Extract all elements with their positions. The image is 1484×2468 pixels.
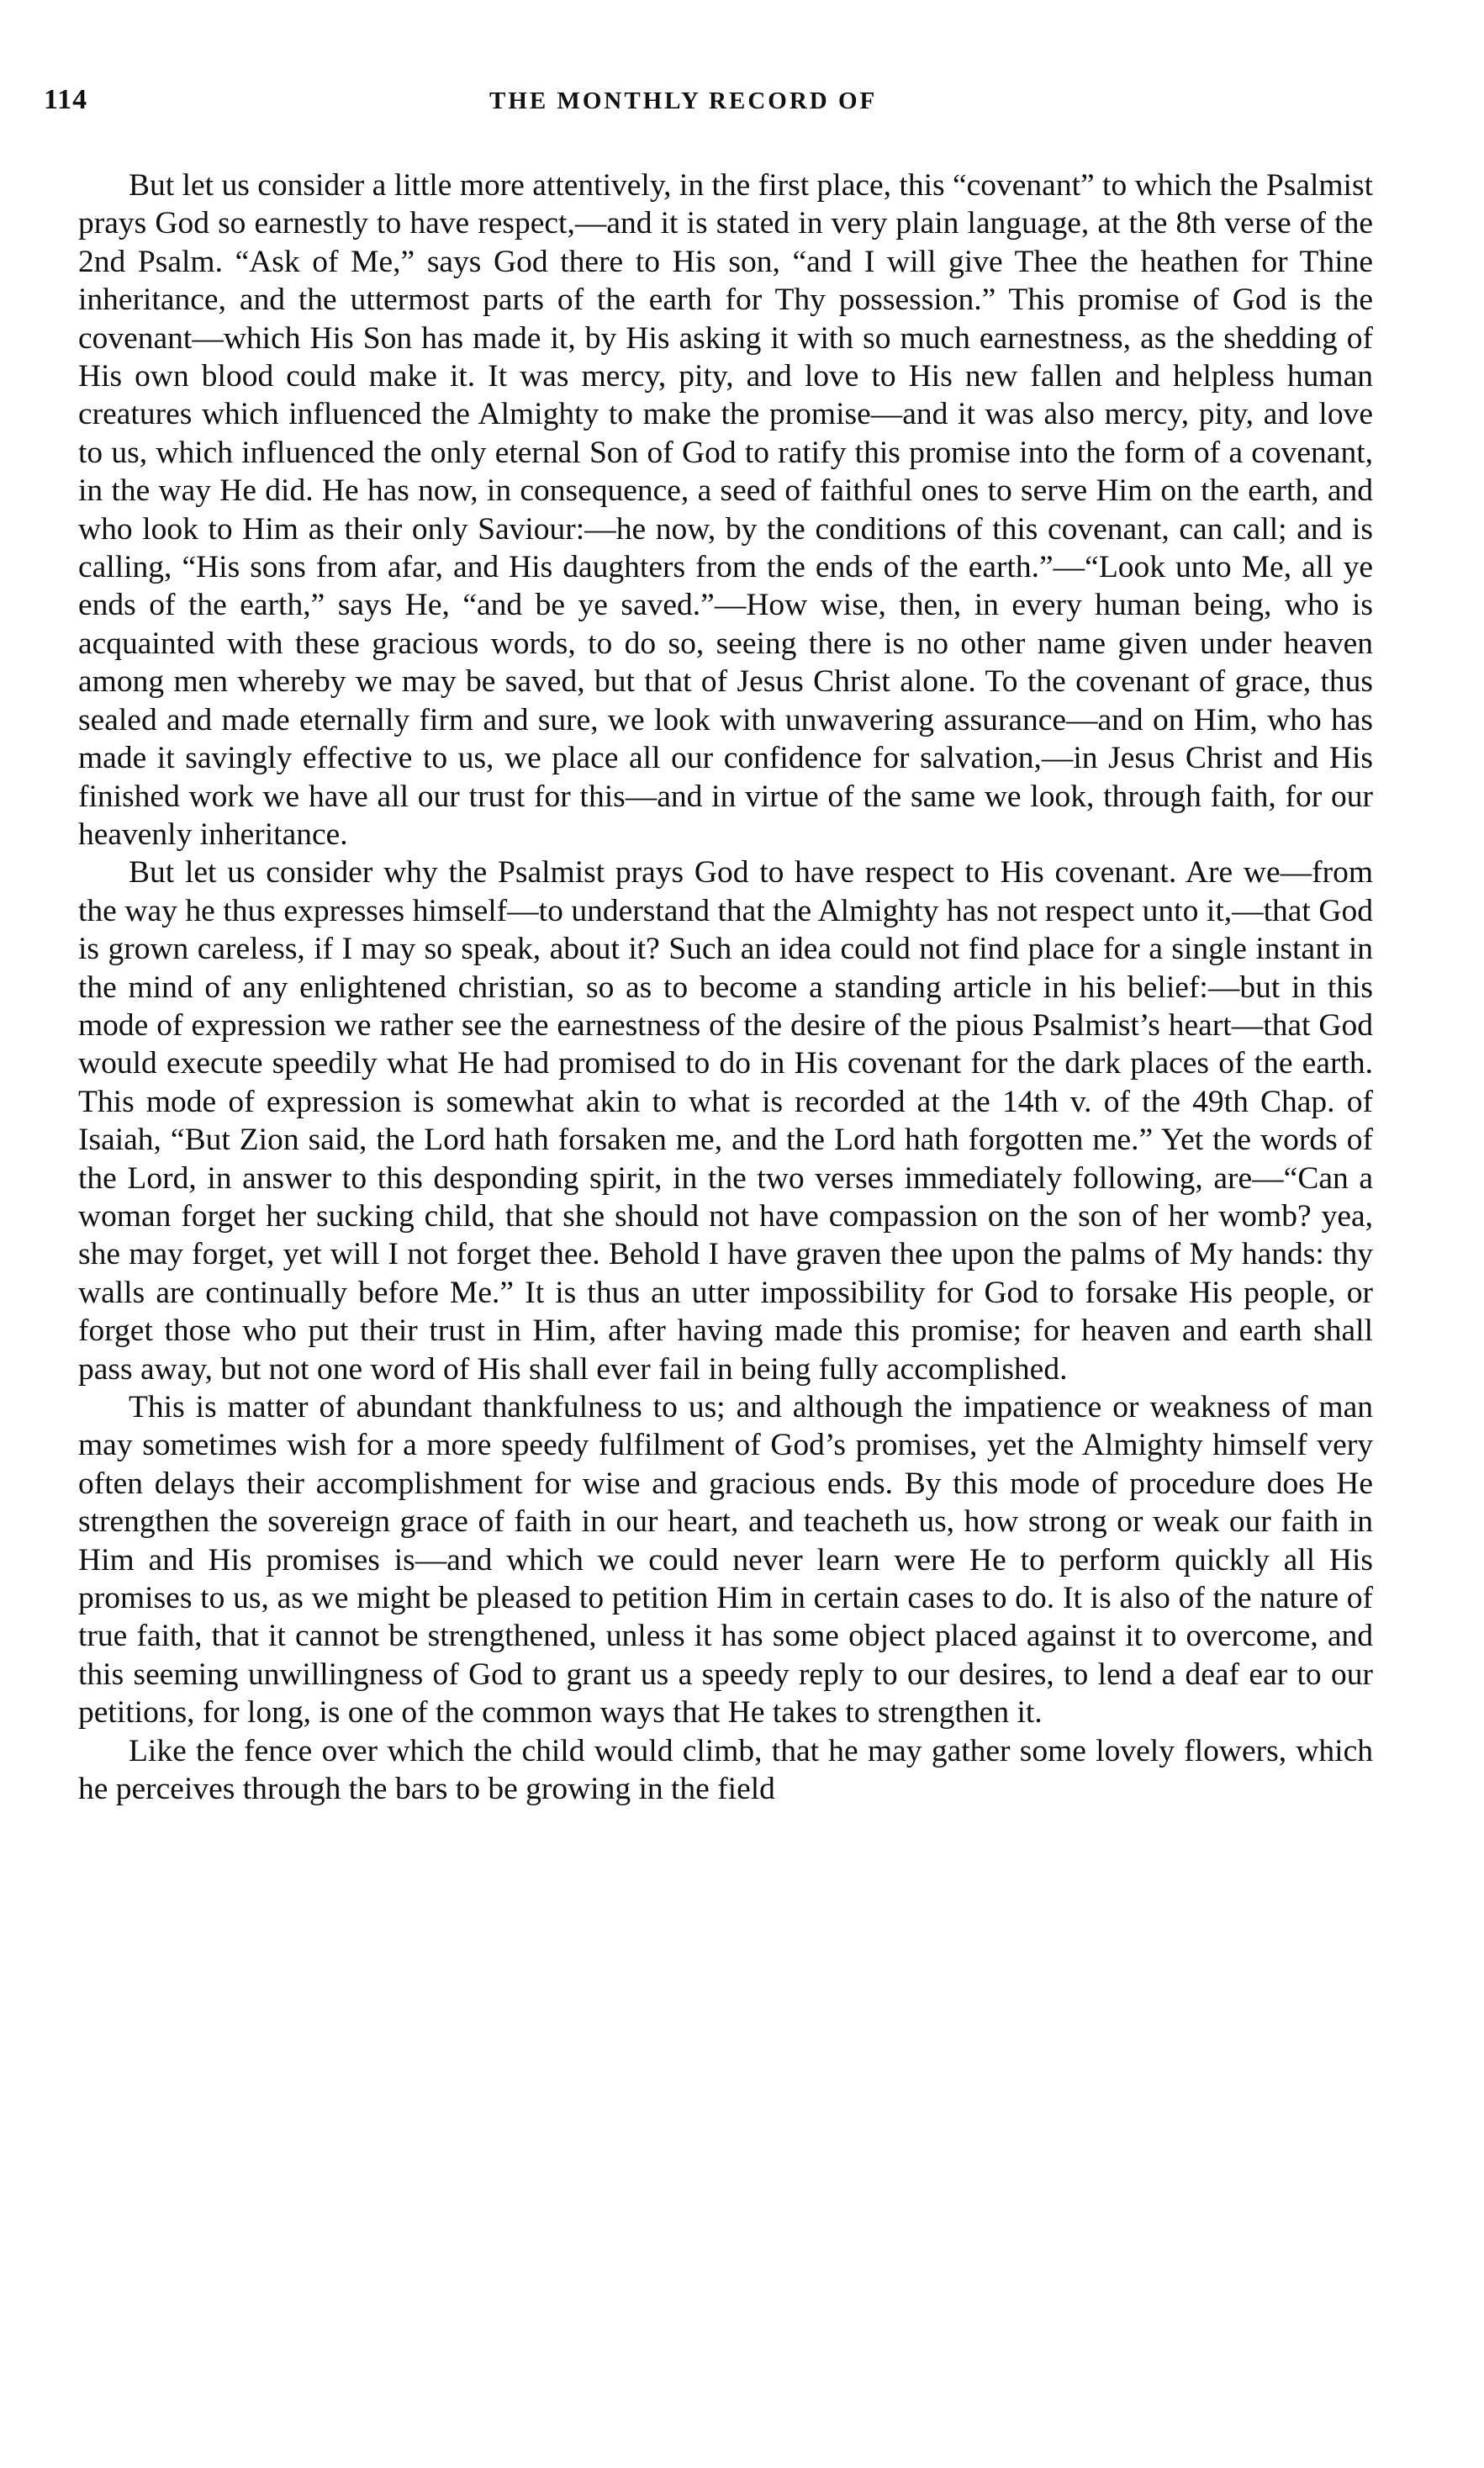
paragraph-fence: Like the fence over which the child would climb, that he may gather some lovely flowers, which he perceives through the bars to be growing in the field	[78, 1733, 1373, 1807]
journal-title: THE MONTHLY RECORD OF	[489, 87, 878, 114]
page-number: 114	[44, 84, 88, 115]
body-text	[78, 166, 1373, 1808]
running-head	[44, 84, 1389, 124]
paragraph-covenant: But let us consider a little more attentively, in the first place, this “covenant” to which the Psalmist prays God so earnestly to have respect,—and it is stated in very plain language, at the 8th verse of the 2nd Psalm. “Ask of Me,” says God there to His son, “and I will give Thee the heathen for Thine inheritance, and the uttermost parts of the earth for Thy possession.” This promise of God is the covenant—which His Son has made it, by His asking it with so much earnestness, as the shedding of His own blood could make it. It was mercy, pity, and love to His new fallen and helpless human creatures which influenced the Almighty to make the promise—and it was also mercy, pity, and love to us, which influenced the only eternal Son of God to ratify this promise into the form of a covenant, in the way He did. He has now, in consequence, a seed of faithful ones to serve Him on the earth, and who look to Him as their only Saviour:—he now, by the conditions of this covenant, can call; and is calling, “His sons from afar, and His daughters from the ends of the earth.”—“Look unto Me, all ye ends of the earth,” says He, “and be ye saved.”—How wise, then, in every human being, who is acquainted with these gracious words, to do so, seeing there is no other name given under heaven among men whereby we may be saved, but that of Jesus Christ alone. To the covenant of grace, thus sealed and made eternally firm and sure, we look with unwavering assurance—and on Him, who has made it savingly effective to us, we place all our confidence for salvation,—in Jesus Christ and His finished work we have all our trust for this—and in virtue of the same we look, through faith, for our heavenly inheritance.	[78, 168, 1373, 852]
paragraph-respect: But let us consider why the Psalmist prays God to have respect to His covenant. Are we—from the way he thus expresses himself—to understand that the Almighty has not respect unto it,—that God is grown careless, if I may so speak, about it? Such an idea could not find place for a single instant in the mind of any enlightened christian, so as to become a standing article in his belief:—but in this mode of expression we rather see the earnestness of the desire of the pious Psalmist’s heart—that God would execute speedily what He had promised to do in His covenant for the dark places of the earth. This mode of expression is somewhat akin to what is recorded at the 14th v. of the 49th Chap. of Isaiah, “But Zion said, the Lord hath forsaken me, and the Lord hath forgotten me.” Yet the words of the Lord, in answer to this desponding spirit, in the two verses immediately following, are—“Can a woman forget her sucking child, that she should not have compassion on the son of her womb? yea, she may forget, yet will I not forget thee. Behold I have graven thee upon the palms of My hands: thy walls are continually before Me.” It is thus an utter impossibility for God to forsake His people, or forget those who put their trust in Him, after having made this promise; for heaven and earth shall pass away, but not one word of His shall ever fail in being fully accomplished.	[78, 855, 1373, 1387]
paragraph-thankfulness: This is matter of abundant thankfulness to us; and although the impatience or weakness of man may sometimes wish for a more speedy fulfilment of God’s promises, yet the Almighty himself very often delays their accomplishment for wise and gracious ends. By this mode of procedure does He strengthen the sovereign grace of faith in our heart, and teacheth us, how strong or weak our faith in Him and His promises is—and which we could never learn were He to perform quickly all His promises to us, as we might be pleased to petition Him in certain cases to do. It is also of the nature of true faith, that it cannot be strengthened, unless it has some object placed against it to overcome, and this seeming unwillingness of God to grant us a speedy reply to our desires, to lend a deaf ear to our petitions, for long, is one of the common ways that He takes to strengthen it.	[78, 1390, 1373, 1731]
